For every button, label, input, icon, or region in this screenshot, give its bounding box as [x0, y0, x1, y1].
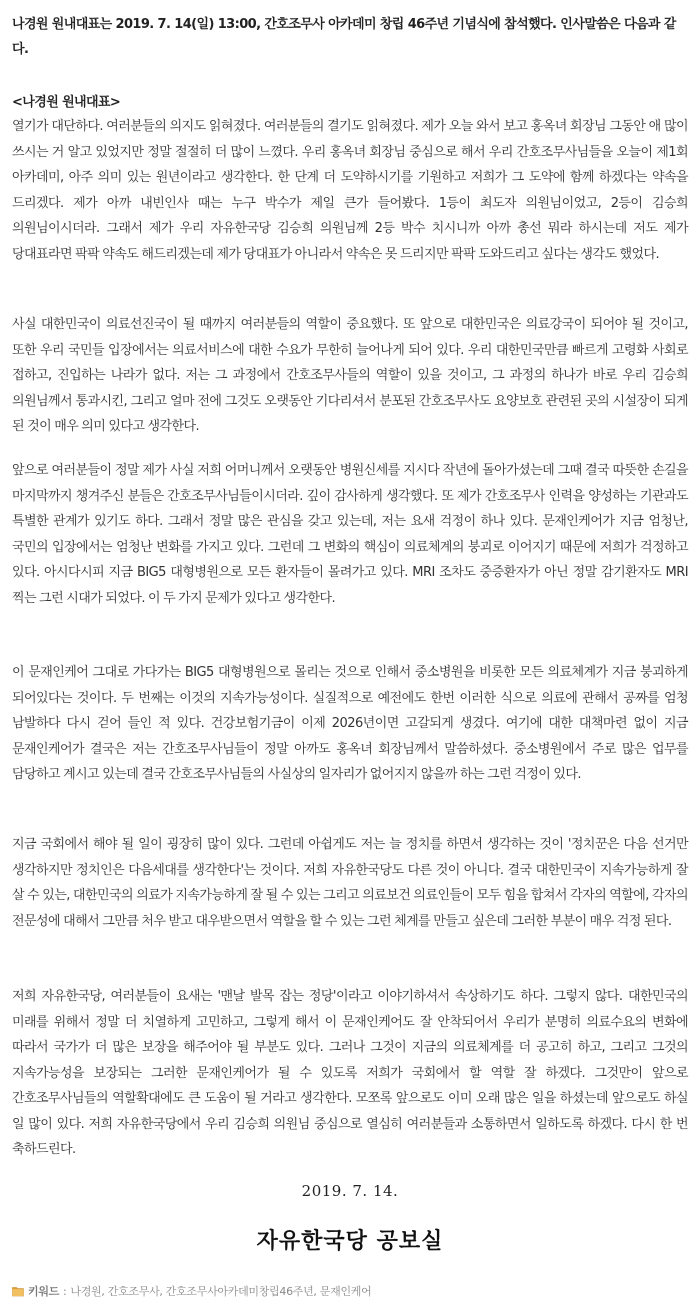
folder-icon: [12, 1285, 24, 1297]
article-intro: 나경원 원내대표는 2019. 7. 14(일) 13:00, 간호조무사 아카데미 창립 46주년 기념식에 참석했다. 인사말씀은 다음과 같다.: [12, 17, 676, 57]
press-office-name: 자유한국당 공보실: [256, 1229, 444, 1254]
speaker-label: <나경원 원내대표>: [12, 95, 121, 110]
speech-paragraph: 저희 자유한국당, 여러분들이 요새는 '맨날 발목 잡는 정당'이라고 이야기하셔서 속상하기도 하다. 그렇지 않다. 대한민국의 미래를 위해서 정말 더 치열하게 고민하고, 그렇게 해서 이 문재인케어도 잘 안착되어서 우리가 분명히 의료수요의 변화에 따라서 국가가 더 많은 보장을 해주어야 될 부분도 있다. 그러나 그것이 지금의 의료체계를 더 공고히 하고, 그리고 그것의 지속가능성을 보장되는 그러한 문재인케어가 될 수 있도록 저희가 국회에서 할 역할 잘 하겠다. 그것만이 앞으로 간호조무사님들의 역할확대에도 큰 도움이 될 거라고 생각한다. 모쪼록 앞으로도 이미 오래 많은 일을 하셨는데 앞으로도 하실 일 많이 있다. 저희 자유한국당에서 우리 김승희 의원님 중심으로 열심히 여러분들과 소통하면서 일하도록 하겠다. 다시 한 번 축하드린다.: [12, 989, 688, 1157]
speech-paragraph: 사실 대한민국이 의료선진국이 될 때까지 여러분들의 역할이 중요했다. 또 앞으로 대한민국은 의료강국이 되어야 될 것이고, 또한 우리 국민들 입장에서는 의료서비스에 대한 수요가 무한히 늘어나게 되어 있다. 우리 대한민국만큼 빠르게 고령화 사회로 접하고, 진입하는 나라가 없다. 저는 그 과정에서 간호조무사들의 역할이 있을 것이고, 그 과정의 하나가 바로 우리 김승희 의원님께서 통과시킨, 그리고 얼마 전에 그것도 오랫동안 기다리셔서 분포된 간호조무사도 요양보호 관련된 곳의 시설장이 되게 된 것이 매우 의미 있다고 생각한다.: [12, 317, 688, 434]
keywords-list[interactable]: [70, 1283, 371, 1299]
keywords-row: [12, 1283, 371, 1299]
keyword-links[interactable]: 나경원, 간호조무사, 간호조무사아카데미창립46주년, 문재인케어: [70, 1285, 372, 1298]
speech-paragraph: 앞으로 여러분들이 정말 제가 사실 저희 어머니께서 오랫동안 병원신세를 지시다 작년에 돌아가셨는데 그때 결국 따뜻한 손길을 마지막까지 챙겨주신 분들은 간호조무사님들이시더라. 깊이 감사하게 생각했다. 또 제가 간호조무사 인력을 양성하는 기관과도 특별한 관계가 있기도 하다. 그래서 정말 많은 관심을 갖고 있는데, 저는 요새 걱정이 하나 있다. 문재인케어가 지금 엄청난, 국민의 입장에서는 엄청난 변화를 가지고 있다. 그런데 그 변화의 핵심이 의료체계의 붕괴로 이어지기 때문에 저희가 걱정하고 있다. 아시다시피 지금 BIG5 대형병원으로 모든 환자들이 몰려가고 있다. MRI 조차도 중증환자가 아닌 정말 감기환자도 MRI 찍는 그런 시대가 되었다. 이 두 가지 문제가 있다고 생각한다.: [12, 463, 688, 606]
keywords-label: 키워드: [28, 1285, 59, 1298]
keywords-separator: :: [62, 1284, 67, 1298]
speech-paragraph: 이 문재인케어 그대로 가다가는 BIG5 대형병원으로 몰리는 것으로 인해서 중소병원을 비롯한 모든 의료체계가 지금 붕괴하게 되어있다는 것이다. 두 번째는 이것의 지속가능성이다. 실질적으로 예전에도 한번 이러한 식으로 의료에 관해서 공짜를 엄청 남발하다 다시 걷어 들인 적 있다. 건강보험기금이 이제 2026년이면 고갈되게 생겼다. 여기에 대한 대책마련 없이 지금 문재인케어가 결국은 저는 간호조무사님들이 정말 아까도 홍옥녀 회장님께서 말씀하셨다. 중소병원에서 주로 많은 업무를 담당하고 계시고 있는데 결국 간호조무사님들의 사실상의 일자리가 없어지지 않을까 하는 그런 걱정이 있다.: [12, 665, 688, 782]
release-date: 2019. 7. 14.: [301, 1182, 399, 1200]
speech-paragraph: 지금 국회에서 해야 될 일이 굉장히 많이 있다. 그런데 아쉽게도 저는 늘 정치를 하면서 생각하는 것이 '정치꾼은 다음 선거만 생각하지만 정치인은 다음세대를 생각한다'는 것이다. 저희 자유한국당도 다른 것이 아니다. 결국 대한민국이 지속가능하게 잘 살 수 있는, 대한민국의 의료가 지속가능하게 잘 될 수 있는 그리고 의료보건 의료인들이 모두 힘을 합쳐서 각자의 역할에, 각자의 전문성에 대해서 그만큼 처우 받고 대우받으면서 역할을 할 수 있는 그런 체계를 만들고 싶은데 그러한 부분이 매우 걱정 된다.: [12, 837, 688, 929]
speech-paragraph: 열기가 대단하다. 여러분들의 의지도 읽혀졌다. 여러분들의 결기도 읽혀졌다. 제가 오늘 와서 보고 홍옥녀 회장님 그동안 애 많이 쓰시는 거 알고 있었지만 정말 절절히 더 많이 느꼈다. 우리 홍옥녀 회장님 중심으로 해서 우리 간호조무사님들을 오늘이 제1회 아카데미, 아주 의미 있는 원년이라고 생각한다. 한 단계 더 도약하시기를 기원하고 저희가 그 도약에 함께 하겠다는 약속을 드리겠다. 제가 아까 내빈인사 때는 누구 박수가 제일 큰가 들어봤다. 1등이 최도자 의원님이었고, 2등이 김승희 의원님이시더라. 그래서 제가 우리 자유한국당 김승희 의원님께 2등 박수 치시니까 아까 총선 뭐라 하시는데 저도 제가 당대표라면 팍팍 약속도 해드리겠는데 제가 당대표가 아니라서 약속은 못 드리지만 팍팍 도와드리고 싶다는 생각도 했었다.: [12, 119, 688, 262]
